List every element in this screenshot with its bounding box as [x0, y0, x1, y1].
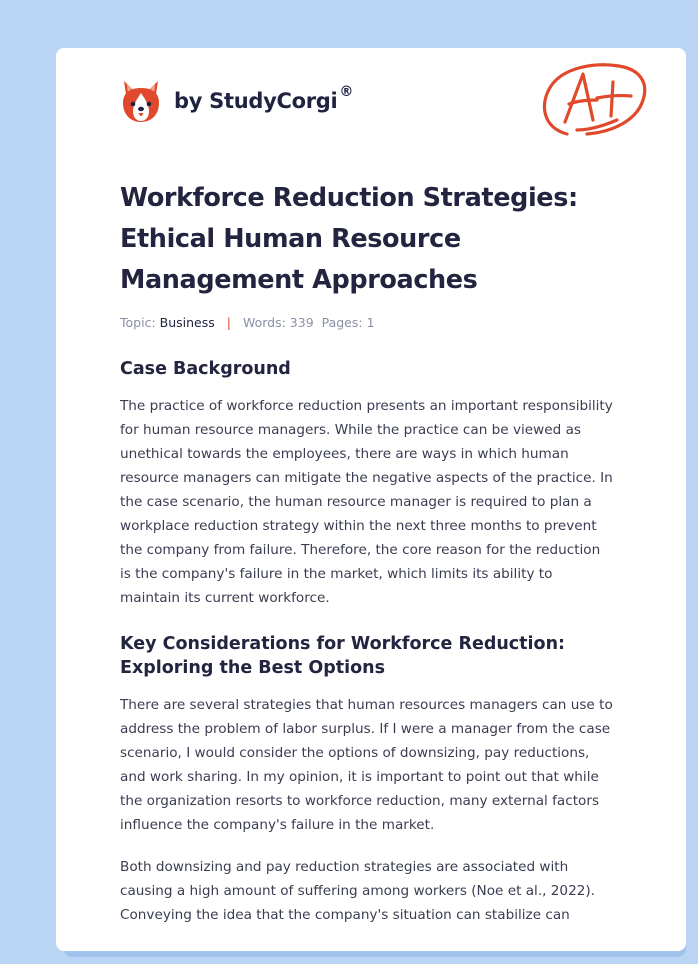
text-line: resource managers can mitigate the negative aspects of the practice. In	[120, 470, 613, 486]
topic-label: Topic:	[120, 315, 156, 330]
corgi-logo-icon	[120, 79, 162, 123]
brand-logo[interactable]	[120, 76, 353, 126]
text-line: Both downsizing and pay reduction strategies are associated with	[120, 859, 569, 875]
article-title-line: Workforce Reduction Strategies:	[120, 183, 578, 213]
text-line: and work sharing. In my opinion, it is important to point out that while	[120, 769, 599, 785]
text-line: is the company's failure in the market, which limits its ability to	[120, 566, 553, 582]
text-line: the company from failure. Therefore, the core reason for the reduction	[120, 542, 601, 558]
text-line: maintain its current workforce.	[120, 590, 330, 606]
article	[120, 178, 636, 927]
text-line: for human resource managers. While the practice can be viewed as	[120, 422, 581, 438]
section-heading-key-considerations	[120, 632, 636, 680]
words-count: 339	[289, 315, 314, 330]
article-title-line: Management Approaches	[120, 265, 478, 295]
article-title	[120, 178, 636, 301]
text-line: influence the company's failure in the market.	[120, 817, 435, 833]
words-label: Words:	[242, 315, 286, 330]
grade-a-plus-stamp	[537, 60, 649, 140]
text-line: scenario, I would consider the options of downsizing, pay reductions,	[120, 745, 590, 761]
pages-count: 1	[366, 315, 375, 330]
text-line: the case scenario, the human resource manager is required to plan a	[120, 494, 592, 510]
text-line: The practice of workforce reduction presents an important responsibility	[120, 398, 613, 414]
paragraph	[120, 855, 636, 927]
brand-name: by StudyCorgi ®	[174, 84, 354, 113]
meta-separator: |	[226, 315, 231, 330]
text-line: address the problem of labor surplus. If I were a manager from the case	[120, 721, 611, 737]
text-line: workplace reduction strategy within the next three months to prevent	[120, 518, 597, 534]
document-page	[56, 48, 686, 951]
text-line: There are several strategies that human resources managers can use to	[120, 697, 613, 713]
text-line: the organization resorts to workforce reduction, many external factors	[120, 793, 600, 809]
paragraph	[120, 394, 636, 610]
registered-mark: ®	[339, 84, 354, 100]
section-heading-case-background	[120, 357, 636, 381]
heading-line: Case Background	[120, 359, 291, 379]
article-meta	[120, 313, 636, 333]
article-title-line: Ethical Human Resource	[120, 224, 461, 254]
text-line: Conveying the idea that the company's situation can stabilize can	[120, 907, 570, 923]
text-line: causing a high amount of suffering among workers (Noe et al., 2022).	[120, 883, 596, 899]
pages-label: Pages:	[321, 315, 363, 330]
heading-line: Exploring the Best Options	[120, 658, 386, 678]
heading-line: Key Considerations for Workforce Reduction:	[120, 634, 566, 654]
text-line: unethical towards the employees, there are ways in which human	[120, 446, 569, 462]
topic-link[interactable]: Business	[159, 315, 215, 330]
paragraph	[120, 693, 636, 837]
